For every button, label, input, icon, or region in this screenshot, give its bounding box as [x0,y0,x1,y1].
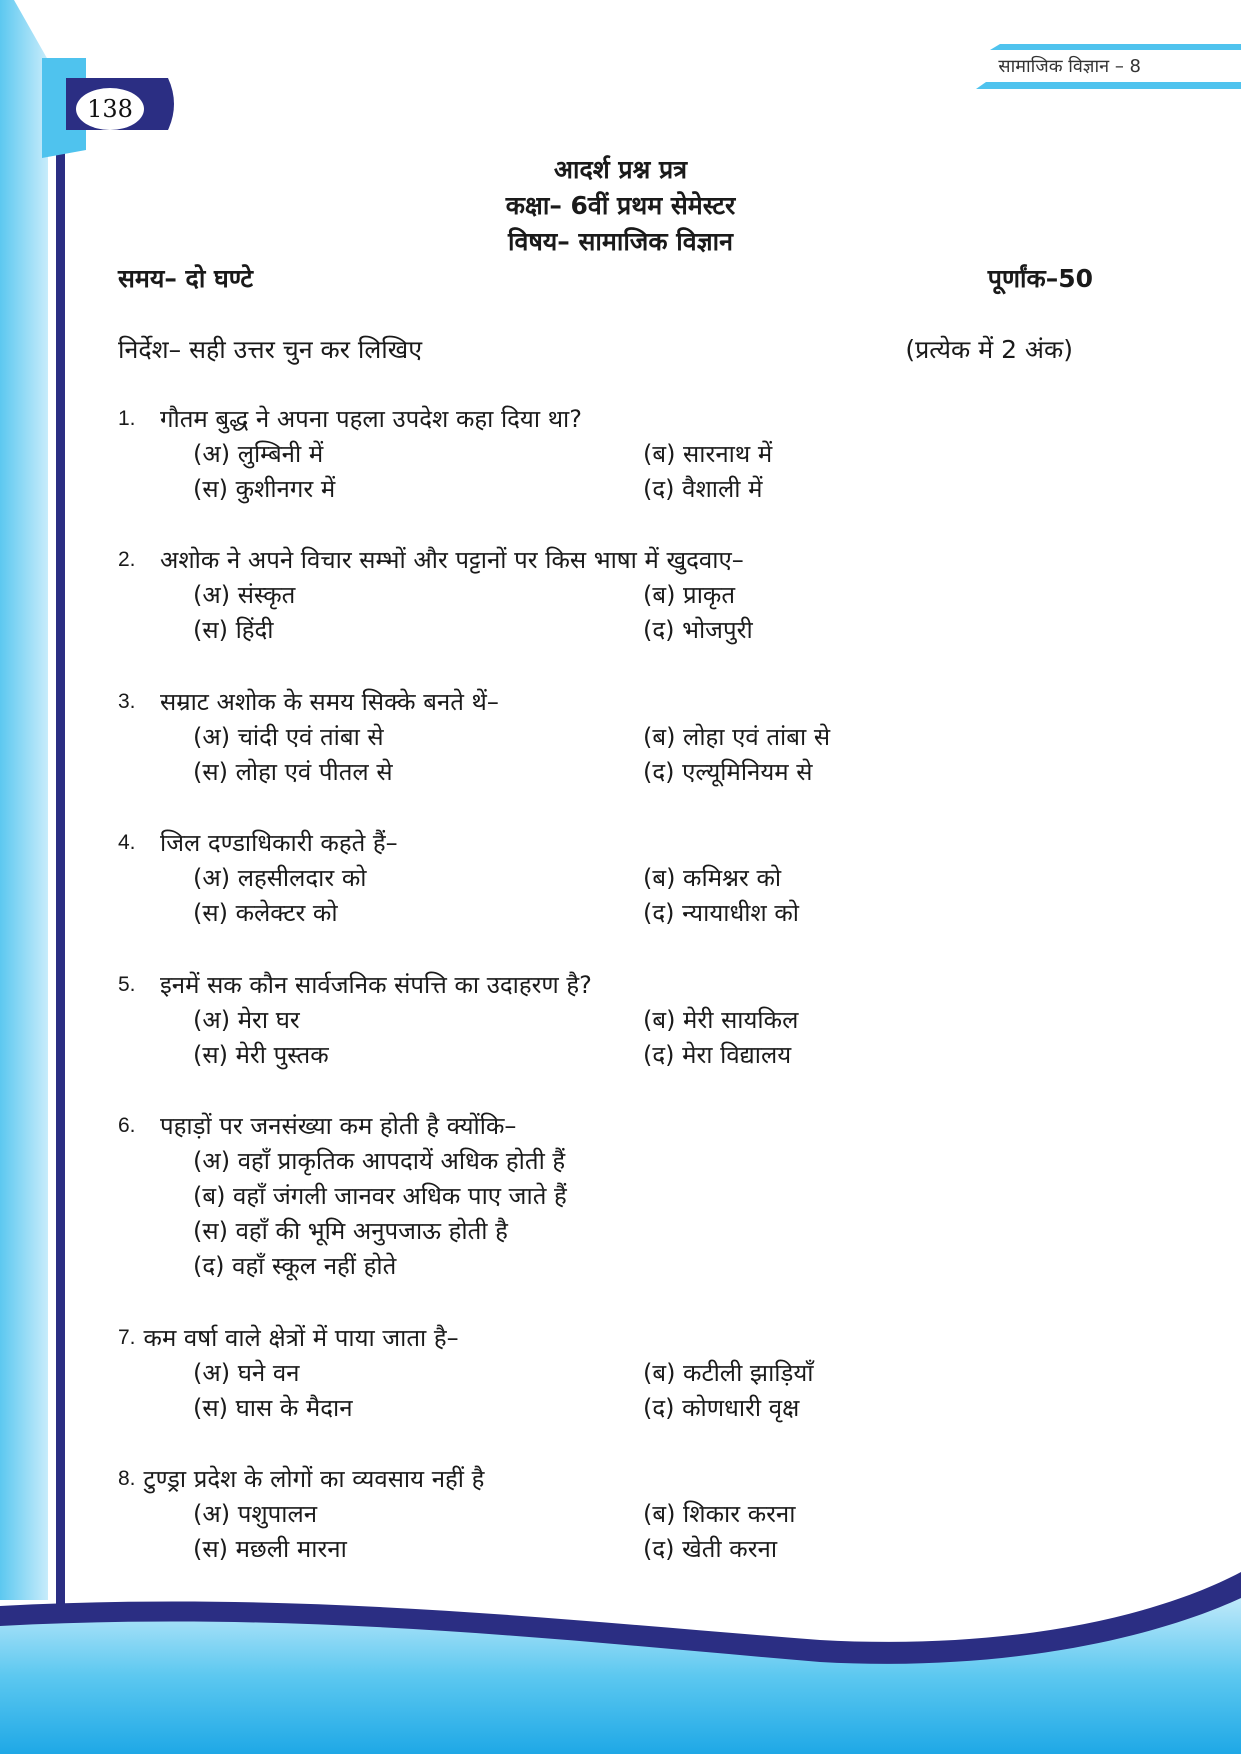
option-c: (स) मछली मारना [193,1535,347,1563]
class-line: कक्षा– 6वीं प्रथम सेमेस्टर [505,191,736,220]
question-number: 2. [118,548,136,571]
option-c: (स) मेरी पुस्तक [193,1041,329,1069]
question-number: 6. [118,1114,136,1137]
title-block [0,152,1241,260]
left-navy-bar [56,60,65,1620]
option-c: (स) वहाँ की भूमि अनुपजाऊ होती है [193,1217,508,1245]
option-d: (द) मेरा विद्यालय [643,1041,792,1069]
question-text: पहाड़ों पर जनसंख्या कम होती है क्योंकि– [160,1112,517,1140]
option-a: (अ) मेरा घर [193,1006,300,1034]
paper-title: आदर्श प्रश्न प्रत्र [553,155,688,184]
question-number: 5. [118,973,136,996]
question-text: गौतम बुद्ध ने अपना पहला उपदेश कहा दिया था? [160,405,582,433]
max-marks: पूर्णांक–50 [987,264,1093,293]
question-7 [118,1320,1088,1426]
question-text: टुण्ड्रा प्रदेश के लोगों का व्यवसाय नहीं है [143,1465,485,1493]
option-d: (द) वहाँ स्कूल नहीं होते [193,1252,397,1280]
option-c: (स) लोहा एवं पीतल से [193,758,393,786]
option-b: (ब) मेरी सायकिल [643,1006,799,1034]
question-number: 4. [118,831,136,854]
header-stripe-bottom [976,82,1241,89]
option-c: (स) हिंदी [193,616,274,644]
header-stripe-top [990,44,1241,50]
question-text: जिल दण्डाधिकारी कहते हैं– [160,829,398,857]
option-d: (द) खेती करना [643,1535,778,1563]
option-d: (द) एल्यूमिनियम से [643,758,813,786]
question-8 [118,1461,1088,1567]
question-6 [118,1108,1088,1284]
option-d: (द) वैशाली में [643,475,763,503]
option-c: (स) घास के मैदान [193,1394,353,1422]
option-b: (ब) कटीली झाड़ियाँ [643,1359,814,1387]
option-a: (अ) पशुपालन [193,1500,318,1528]
question-number: 8. [118,1467,136,1490]
page-number: 138 [76,88,144,130]
question-2 [118,542,1088,648]
option-b: (ब) लोहा एवं तांबा से [643,723,831,751]
option-b: (ब) सारनाथ में [643,440,773,468]
option-b: (ब) शिकार करना [643,1500,796,1528]
question-3 [118,684,1088,790]
subject-line: विषय– सामाजिक विज्ञान [507,227,733,256]
time-allowed: समय– दो घण्टे [118,264,253,293]
option-d: (द) न्यायाधीश को [643,899,800,927]
option-d: (द) भोजपुरी [643,616,753,644]
question-1 [118,401,1088,507]
option-b: (ब) प्राकृत [643,581,736,609]
question-text: इनमें सक कौन सार्वजनिक संपत्ति का उदाहरण है? [160,971,592,999]
option-a: (अ) वहाँ प्राकृतिक आपदायें अधिक होती हैं [193,1147,566,1175]
option-b: (ब) कमिश्नर को [643,864,782,892]
option-a: (अ) लहसीलदार को [193,864,367,892]
option-d: (द) कोणधारी वृक्ष [643,1394,800,1422]
question-text: सम्राट अशोक के समय सिक्के बनते थें– [160,688,499,716]
running-head: सामाजिक विज्ञान – 8 [998,56,1141,77]
question-text: कम वर्षा वाले क्षेत्रों में पाया जाता है– [143,1324,459,1352]
option-c: (स) कुशीनगर में [193,475,336,503]
instruction: निर्देश– सही उत्तर चुन कर लिखिए [118,335,423,364]
option-a: (अ) चांदी एवं तांबा से [193,723,384,751]
question-4 [118,825,1088,931]
question-text: अशोक ने अपने विचार सम्भों और पट्टानों पर किस भाषा में खुदवाए– [160,546,744,574]
question-number: 1. [118,407,136,430]
question-5 [118,967,1088,1073]
option-c: (स) कलेक्टर को [193,899,338,927]
option-a: (अ) लुम्बिनी में [193,440,324,468]
question-number: 7. [118,1326,136,1349]
question-number: 3. [118,690,136,713]
option-a: (अ) घने वन [193,1359,300,1387]
marks-note: (प्रत्येक में 2 अंक) [905,335,1073,364]
option-a: (अ) संस्कृत [193,581,296,609]
option-b: (ब) वहाँ जंगली जानवर अधिक पाए जाते हैं [193,1182,567,1210]
